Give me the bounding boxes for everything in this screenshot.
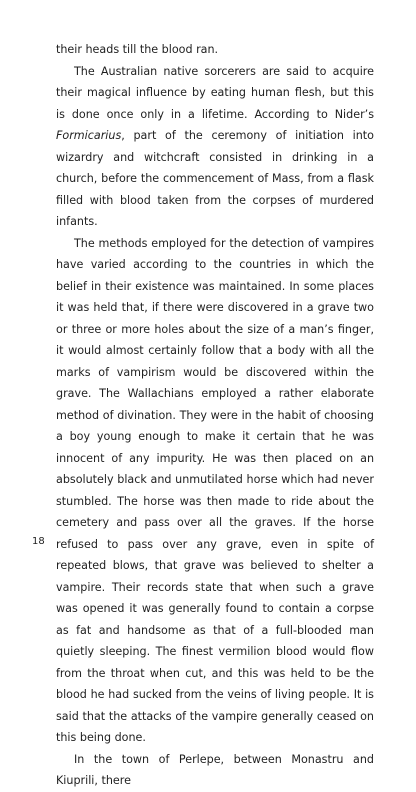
book-title-italic: Formicarius xyxy=(56,129,122,142)
paragraph-text: In the town of Perlepe, between Monastru and Kiuprili, there xyxy=(56,752,374,787)
paragraph-text: The methods employed for the detection of vampires have varied according to the countries in which the belief in their existence was maintained. In some places it was held that, if there were discovered in a grave two or three or more holes about the size of a man’s finger, it would almost certainly follow that a body with all the marks of vampirism would be discovered within the grave. The Wallachians employed a rather elaborate method of divination. They were in the habit of choosing a boy young enough to make it certain that he was innocent of any impurity. He was then placed on an absolutely black and unmutilated horse which had never stumbled. The horse was then made to ride about the cemetery and pass over all the graves. If the horse refused to pass over any grave, even in spite of repeated blows, that grave was believed to shelter a vampire. Their records state that when such a grave was opened it was generally found to contain a corpse as fat and handsome as that of a full-blooded man quietly sleeping. The finest vermilion blood would flow from the throat when cut, and this was held to be the blood he had sucked from the veins of living people. It is said that the attacks of the vampire generally ceased on this being done. xyxy=(56,236,374,744)
body-text xyxy=(56,39,374,792)
paragraph-sorcerers xyxy=(56,61,374,233)
paragraph-perlepe xyxy=(56,749,374,792)
paragraph-continuation xyxy=(56,39,374,61)
paragraph-text-after: , part of the ceremony of initiation into wizardry and witchcraft consisted in drinking in a church, before the commencement of Mass, from a flask filled with blood taken from the corpses of murdered infants. xyxy=(56,129,374,228)
page-number: 18 xyxy=(32,536,45,547)
paragraph-text: their heads till the blood ran. xyxy=(56,43,219,56)
paragraph-detection xyxy=(56,233,374,749)
paragraph-text-before: The Australian native sorcerers are said to acquire their magical influence by eating human flesh, but this is done once only in a lifetime. According to Nider’s xyxy=(56,64,374,121)
